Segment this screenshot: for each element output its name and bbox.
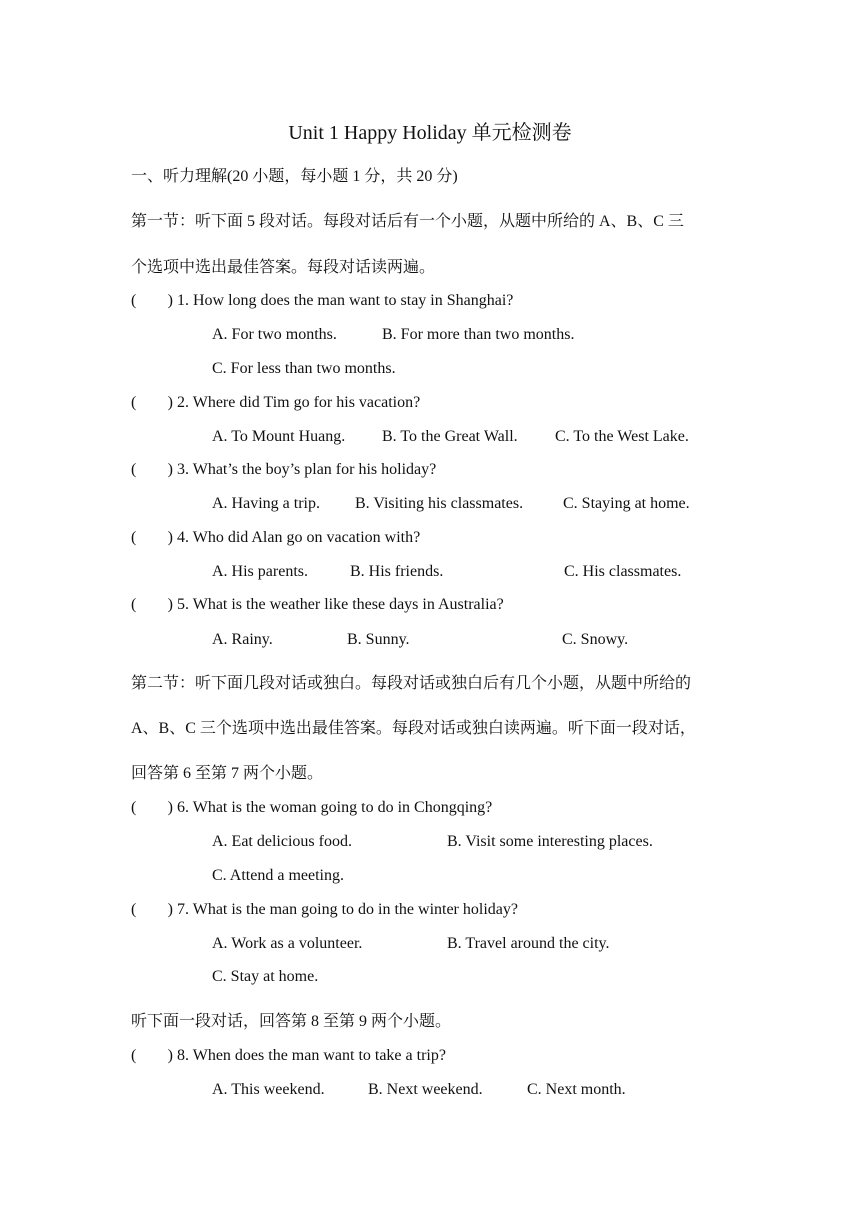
q6-option-c: C. Attend a meeting. <box>212 867 344 884</box>
q1-option-c: C. For less than two months. <box>212 360 396 377</box>
q7-option-a: A. Work as a volunteer. <box>212 935 363 952</box>
question-4 <box>131 529 420 547</box>
question-text: 6. What is the woman going to do in Chongqing? <box>177 799 493 816</box>
answer-blank[interactable] <box>131 461 173 479</box>
q6-option-a: A. Eat delicious food. <box>212 833 352 850</box>
section2-instruction-line3: 回答第 6 至第 7 两个小题。 <box>131 765 324 782</box>
q2-option-a: A. To Mount Huang. <box>212 428 346 445</box>
q5-option-b: B. Sunny. <box>347 631 410 648</box>
answer-blank[interactable] <box>131 799 173 817</box>
section2-instruction-line2: A、B、C 三个选项中选出最佳答案。每段对话或独白读两遍。听下面一段对话， <box>131 720 696 737</box>
answer-blank[interactable] <box>131 901 173 919</box>
question-3 <box>131 461 436 479</box>
question-text: 5. What is the weather like these days in Australia? <box>177 596 504 613</box>
section2-instruction-line1: 第二节：听下面几段对话或独白。每段对话或独白后有几个小题，从题中所给的 <box>131 675 692 692</box>
question-2 <box>131 394 420 412</box>
q1-option-a: A. For two months. <box>212 326 337 343</box>
answer-blank[interactable] <box>131 529 173 547</box>
answer-blank[interactable] <box>131 292 173 310</box>
q3-option-b: B. Visiting his classmates. <box>355 495 524 512</box>
q1-option-b: B. For more than two months. <box>382 326 575 343</box>
page-title: Unit 1 Happy Holiday 单元检测卷 <box>288 122 572 144</box>
answer-blank[interactable] <box>131 394 173 412</box>
section1-instruction-line2: 个选项中选出最佳答案。每段对话读两遍。 <box>131 259 436 276</box>
q3-option-a: A. Having a trip. <box>212 495 320 512</box>
q3-option-c: C. Staying at home. <box>563 495 690 512</box>
q8-option-a: A. This weekend. <box>212 1081 325 1098</box>
question-1 <box>131 292 513 310</box>
q5-option-a: A. Rainy. <box>212 631 273 648</box>
q6-option-b: B. Visit some interesting places. <box>447 833 653 850</box>
question-text: 3. What’s the boy’s plan for his holiday? <box>177 461 437 478</box>
q4-option-b: B. His friends. <box>350 563 444 580</box>
question-7 <box>131 901 518 919</box>
answer-blank[interactable] <box>131 1047 173 1065</box>
question-text: 8. When does the man want to take a trip? <box>177 1047 446 1064</box>
q2-option-c: C. To the West Lake. <box>555 428 689 445</box>
question-6 <box>131 799 492 817</box>
question-text: 1. How long does the man want to stay in Shanghai? <box>177 292 514 309</box>
q7-option-c: C. Stay at home. <box>212 968 319 985</box>
question-5 <box>131 596 504 614</box>
answer-blank[interactable] <box>131 596 173 614</box>
q8-option-b: B. Next weekend. <box>368 1081 483 1098</box>
q5-option-c: C. Snowy. <box>562 631 629 648</box>
part1-heading: 一、听力理解(20 小题，每小题 1 分，共 20 分) <box>131 168 458 185</box>
q4-option-c: C. His classmates. <box>564 563 682 580</box>
question-8 <box>131 1047 446 1065</box>
q7-option-b: B. Travel around the city. <box>447 935 610 952</box>
question-text: 7. What is the man going to do in the winter holiday? <box>177 901 518 918</box>
question-text: 4. Who did Alan go on vacation with? <box>177 529 421 546</box>
q4-option-a: A. His parents. <box>212 563 308 580</box>
dialog-8-9-instruction: 听下面一段对话，回答第 8 至第 9 两个小题。 <box>131 1013 452 1030</box>
question-text: 2. Where did Tim go for his vacation? <box>177 394 421 411</box>
q8-option-c: C. Next month. <box>527 1081 626 1098</box>
q2-option-b: B. To the Great Wall. <box>382 428 518 445</box>
section1-instruction-line1: 第一节：听下面 5 段对话。每段对话后有一个小题，从题中所给的 A、B、C 三 <box>131 213 684 230</box>
